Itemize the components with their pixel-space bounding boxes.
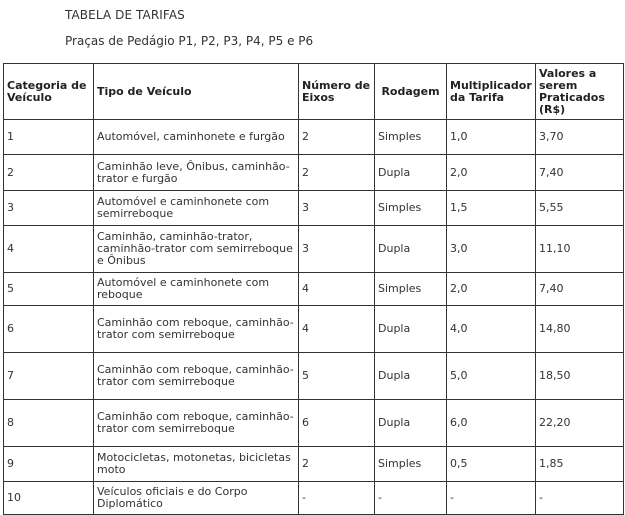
table-row xyxy=(4,273,624,306)
cell-multiplicador: 1,0 xyxy=(447,120,536,155)
cell-rodagem: Simples xyxy=(375,447,447,482)
cell-multiplicador: - xyxy=(447,482,536,515)
cell-eixos: 3 xyxy=(299,191,375,226)
table-row xyxy=(4,191,624,226)
cell-categoria: 2 xyxy=(4,155,94,191)
cell-categoria: 7 xyxy=(4,353,94,400)
cell-tipo: Caminhão leve, Ônibus, caminhão-trator e furgão xyxy=(94,155,299,191)
cell-tipo: Caminhão com reboque, caminhão-trator com semirreboque xyxy=(94,353,299,400)
table-row xyxy=(4,306,624,353)
cell-valor: 22,20 xyxy=(536,400,624,447)
cell-rodagem: Dupla xyxy=(375,400,447,447)
page-title: TABELA DE TARIFAS xyxy=(65,8,185,22)
cell-eixos: 2 xyxy=(299,120,375,155)
header-eixos: Número de Eixos xyxy=(299,64,375,120)
cell-eixos: 6 xyxy=(299,400,375,447)
header-valores: Valores a serem Praticados (R$) xyxy=(536,64,624,120)
cell-categoria: 4 xyxy=(4,226,94,273)
table-header-row xyxy=(4,64,624,120)
cell-multiplicador: 1,5 xyxy=(447,191,536,226)
header-rodagem: Rodagem xyxy=(375,64,447,120)
cell-categoria: 3 xyxy=(4,191,94,226)
table-row xyxy=(4,353,624,400)
cell-categoria: 10 xyxy=(4,482,94,515)
cell-valor: 18,50 xyxy=(536,353,624,400)
cell-rodagem: Simples xyxy=(375,273,447,306)
cell-eixos: 4 xyxy=(299,273,375,306)
cell-eixos: - xyxy=(299,482,375,515)
cell-categoria: 5 xyxy=(4,273,94,306)
cell-valor: 1,85 xyxy=(536,447,624,482)
cell-multiplicador: 2,0 xyxy=(447,155,536,191)
cell-multiplicador: 4,0 xyxy=(447,306,536,353)
cell-rodagem: Dupla xyxy=(375,306,447,353)
cell-eixos: 4 xyxy=(299,306,375,353)
cell-tipo: Caminhão, caminhão-trator, caminhão-trator com semirreboque e Ônibus xyxy=(94,226,299,273)
cell-valor: 5,55 xyxy=(536,191,624,226)
cell-eixos: 2 xyxy=(299,155,375,191)
header-tipo: Tipo de Veículo xyxy=(94,64,299,120)
cell-valor: 3,70 xyxy=(536,120,624,155)
cell-tipo: Motocicletas, motonetas, bicicletas moto xyxy=(94,447,299,482)
cell-categoria: 9 xyxy=(4,447,94,482)
cell-eixos: 2 xyxy=(299,447,375,482)
table-row xyxy=(4,447,624,482)
cell-valor: - xyxy=(536,482,624,515)
cell-valor: 11,10 xyxy=(536,226,624,273)
table-row xyxy=(4,400,624,447)
cell-rodagem: Simples xyxy=(375,191,447,226)
cell-tipo: Automóvel, caminhonete e furgão xyxy=(94,120,299,155)
cell-valor: 7,40 xyxy=(536,155,624,191)
cell-tipo: Caminhão com reboque, caminhão-trator com semirreboque xyxy=(94,400,299,447)
cell-tipo: Veículos oficiais e do Corpo Diplomático xyxy=(94,482,299,515)
cell-categoria: 8 xyxy=(4,400,94,447)
cell-rodagem: Dupla xyxy=(375,353,447,400)
header-multiplicador: Multiplicador da Tarifa xyxy=(447,64,536,120)
cell-tipo: Caminhão com reboque, caminhão-trator com semirreboque xyxy=(94,306,299,353)
cell-eixos: 3 xyxy=(299,226,375,273)
cell-valor: 7,40 xyxy=(536,273,624,306)
cell-rodagem: Simples xyxy=(375,120,447,155)
cell-rodagem: Dupla xyxy=(375,226,447,273)
cell-rodagem: Dupla xyxy=(375,155,447,191)
cell-multiplicador: 2,0 xyxy=(447,273,536,306)
table-row xyxy=(4,482,624,515)
cell-multiplicador: 3,0 xyxy=(447,226,536,273)
cell-multiplicador: 6,0 xyxy=(447,400,536,447)
cell-eixos: 5 xyxy=(299,353,375,400)
cell-categoria: 1 xyxy=(4,120,94,155)
table-row xyxy=(4,226,624,273)
cell-tipo: Automóvel e caminhonete com reboque xyxy=(94,273,299,306)
table-row xyxy=(4,155,624,191)
cell-rodagem: - xyxy=(375,482,447,515)
table-row xyxy=(4,120,624,155)
cell-multiplicador: 5,0 xyxy=(447,353,536,400)
cell-tipo: Automóvel e caminhonete com semirreboque xyxy=(94,191,299,226)
cell-valor: 14,80 xyxy=(536,306,624,353)
header-categoria: Categoria de Veículo xyxy=(4,64,94,120)
page-subtitle: Praças de Pedágio P1, P2, P3, P4, P5 e P6 xyxy=(65,34,314,48)
tariff-table xyxy=(3,63,624,515)
cell-multiplicador: 0,5 xyxy=(447,447,536,482)
cell-categoria: 6 xyxy=(4,306,94,353)
